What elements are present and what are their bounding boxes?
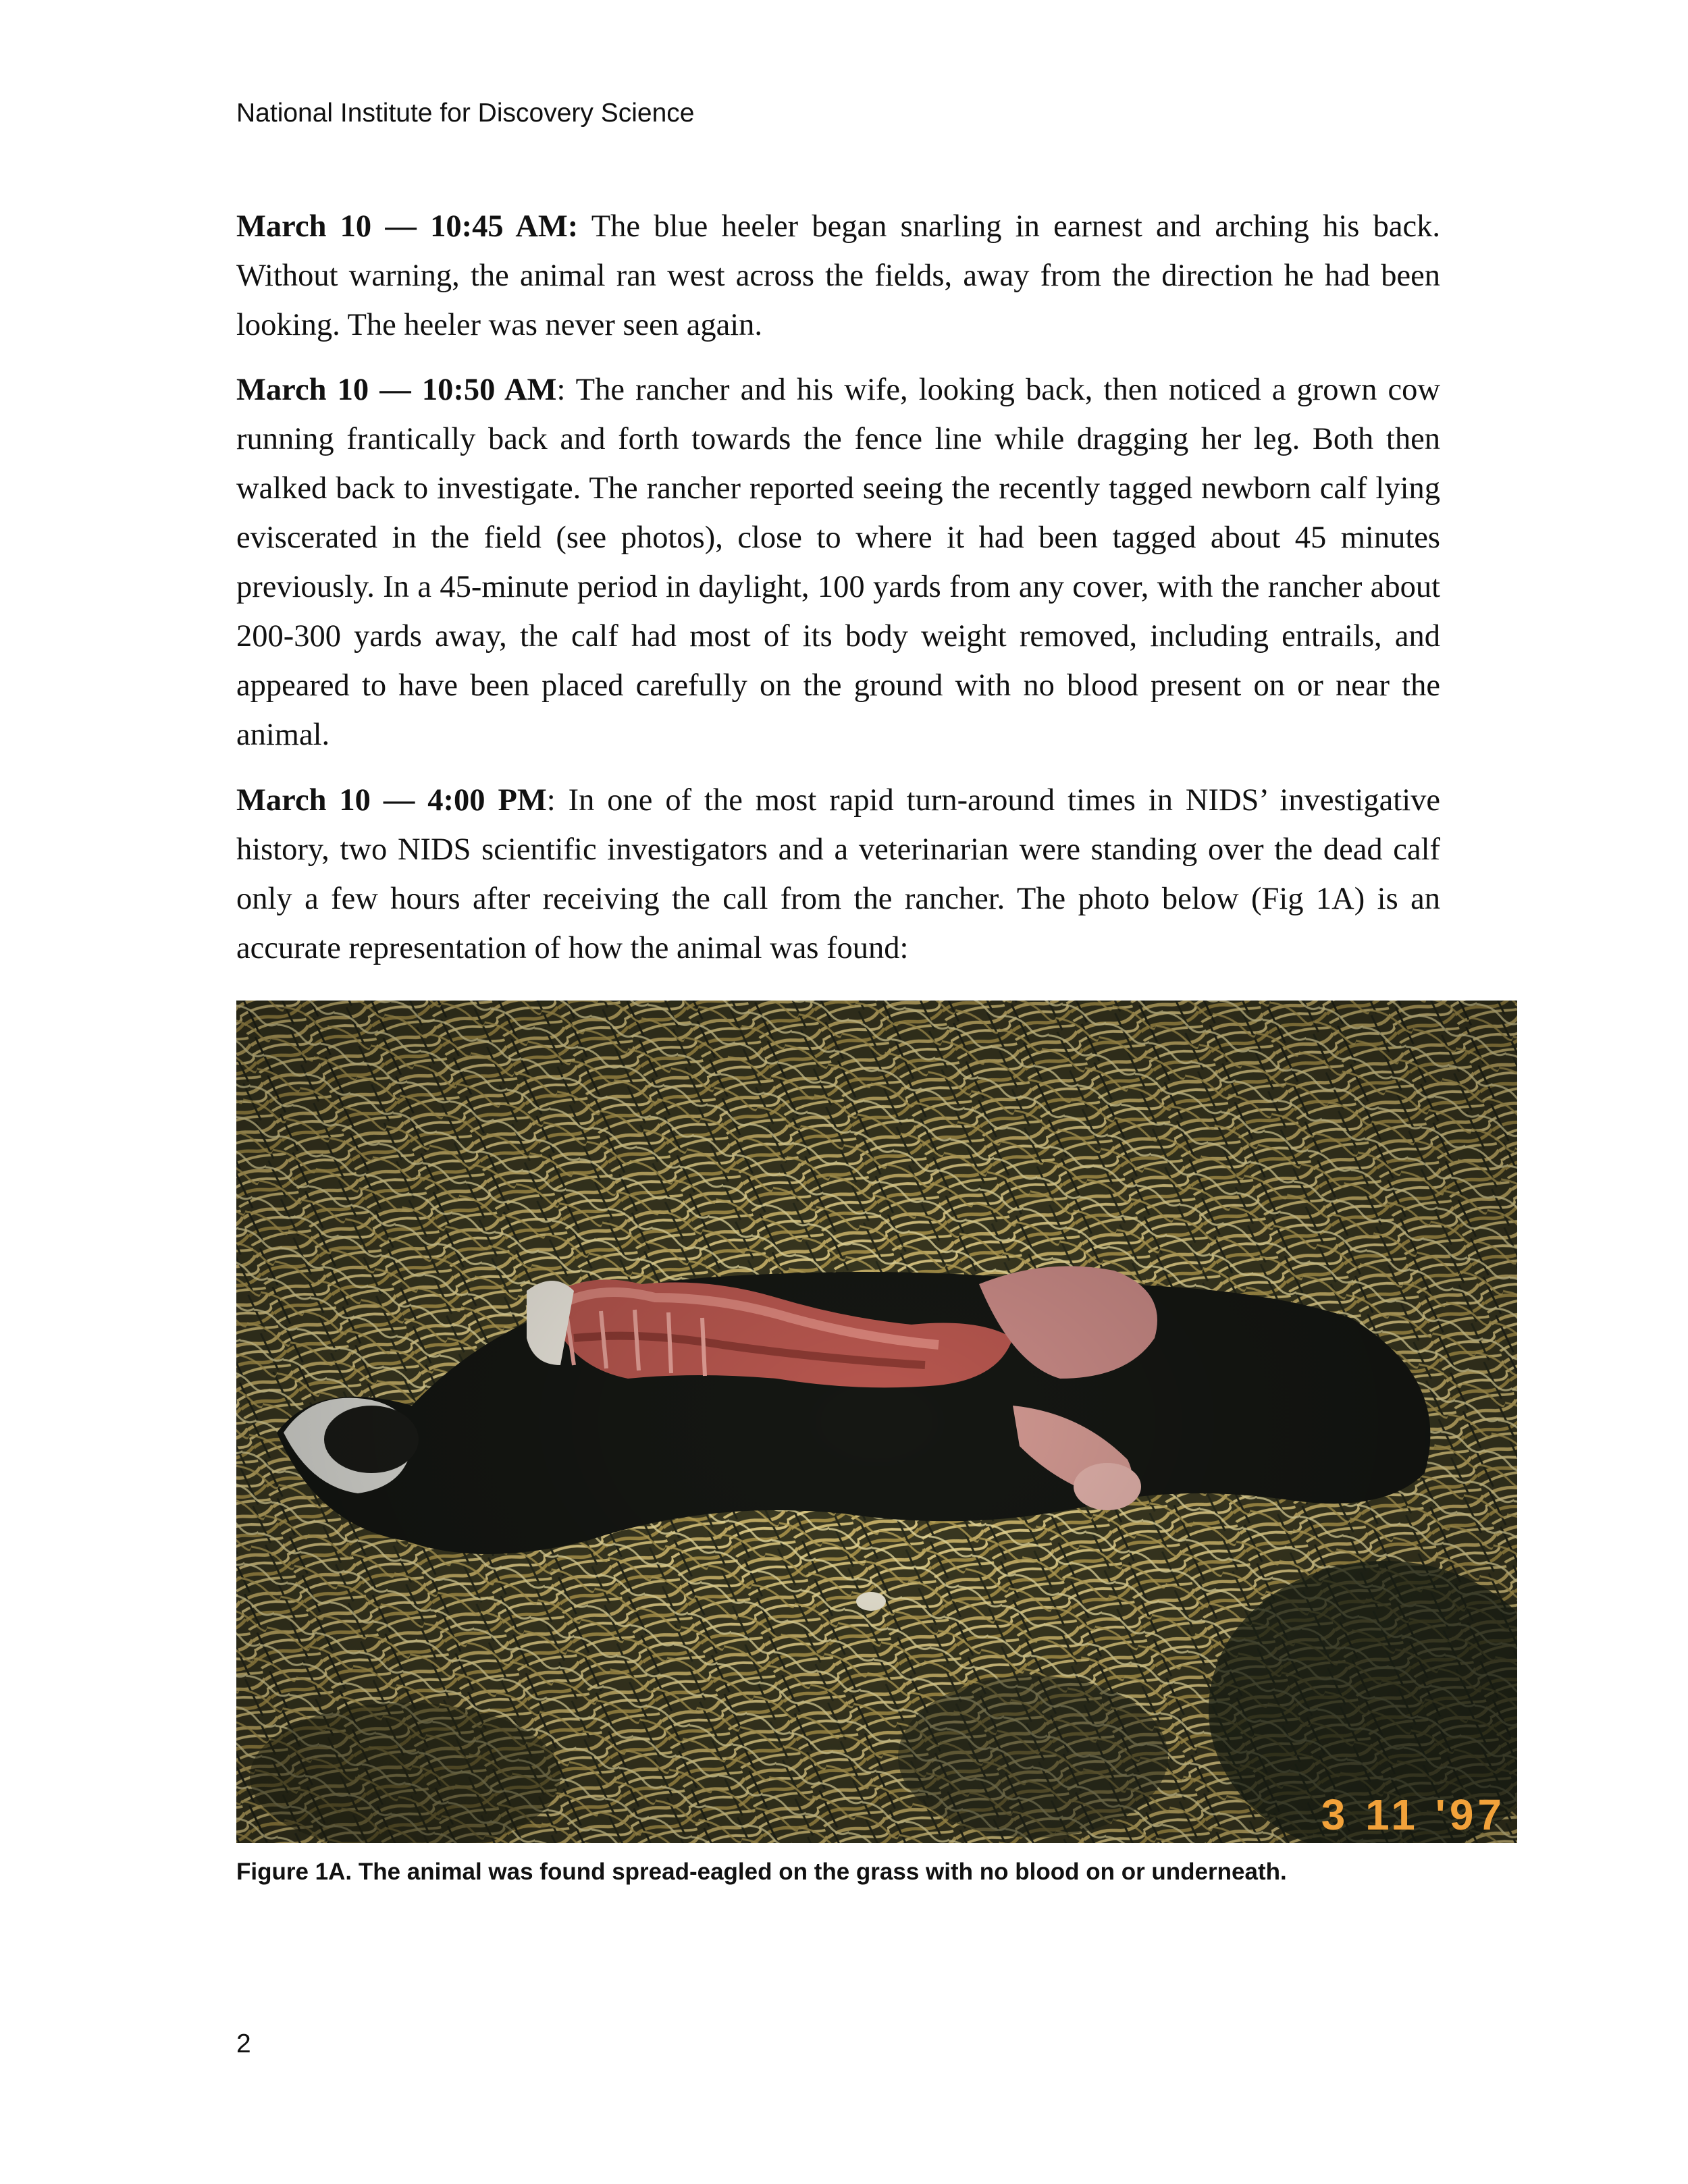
running-header: National Institute for Discovery Science — [236, 99, 695, 128]
paragraph-1045am — [236, 202, 1440, 350]
paragraph-lead: March 10 — 10:45 AM: — [236, 209, 579, 244]
photo-date-stamp: 3 11 '97 — [1321, 1790, 1506, 1839]
paragraph-lead: March 10 — 4:00 PM — [236, 783, 547, 818]
paragraph-1050am — [236, 365, 1440, 760]
figure-1a-photo — [236, 1001, 1517, 1843]
paragraph-body: : The rancher and his wife, looking back, then noticed a grown cow running frantically back and forth towards the fence line while dragging her leg. Both then walked back to investigate. The rancher reported seeing the recently tagged newborn calf lying eviscerated in the field (see photos), close to where it had been tagged about 45 minutes previously. In a 45-minute period in daylight, 100 yards from any cover, with the rancher about 200-300 yards away, the calf had most of its body weight removed, including entrails, and appeared to have been placed carefully on the ground with no blood present on or near the animal. — [236, 373, 1440, 752]
figure-caption: Figure 1A. The animal was found spread-eagled on the grass with no blood on or underneath. — [236, 1859, 1287, 1885]
paragraph-lead: March 10 — 10:50 AM — [236, 373, 557, 407]
page-number: 2 — [236, 2029, 251, 2058]
paragraph-body: The blue heeler began snarling in earnest and arching his back. Without warning, the animal ran west across the fields, away from the direction he had been looking. The heeler was never seen again. — [236, 209, 1440, 342]
paragraph-400pm — [236, 776, 1440, 973]
paragraph-body: : In one of the most rapid turn-around times in NIDS’ investigative history, two NIDS scientific investigators and a veterinarian were standing over the dead calf only a few hours after receiving the call from the rancher. The photo below (Fig 1A) is an accurate representation of how the animal was found: — [236, 783, 1441, 965]
